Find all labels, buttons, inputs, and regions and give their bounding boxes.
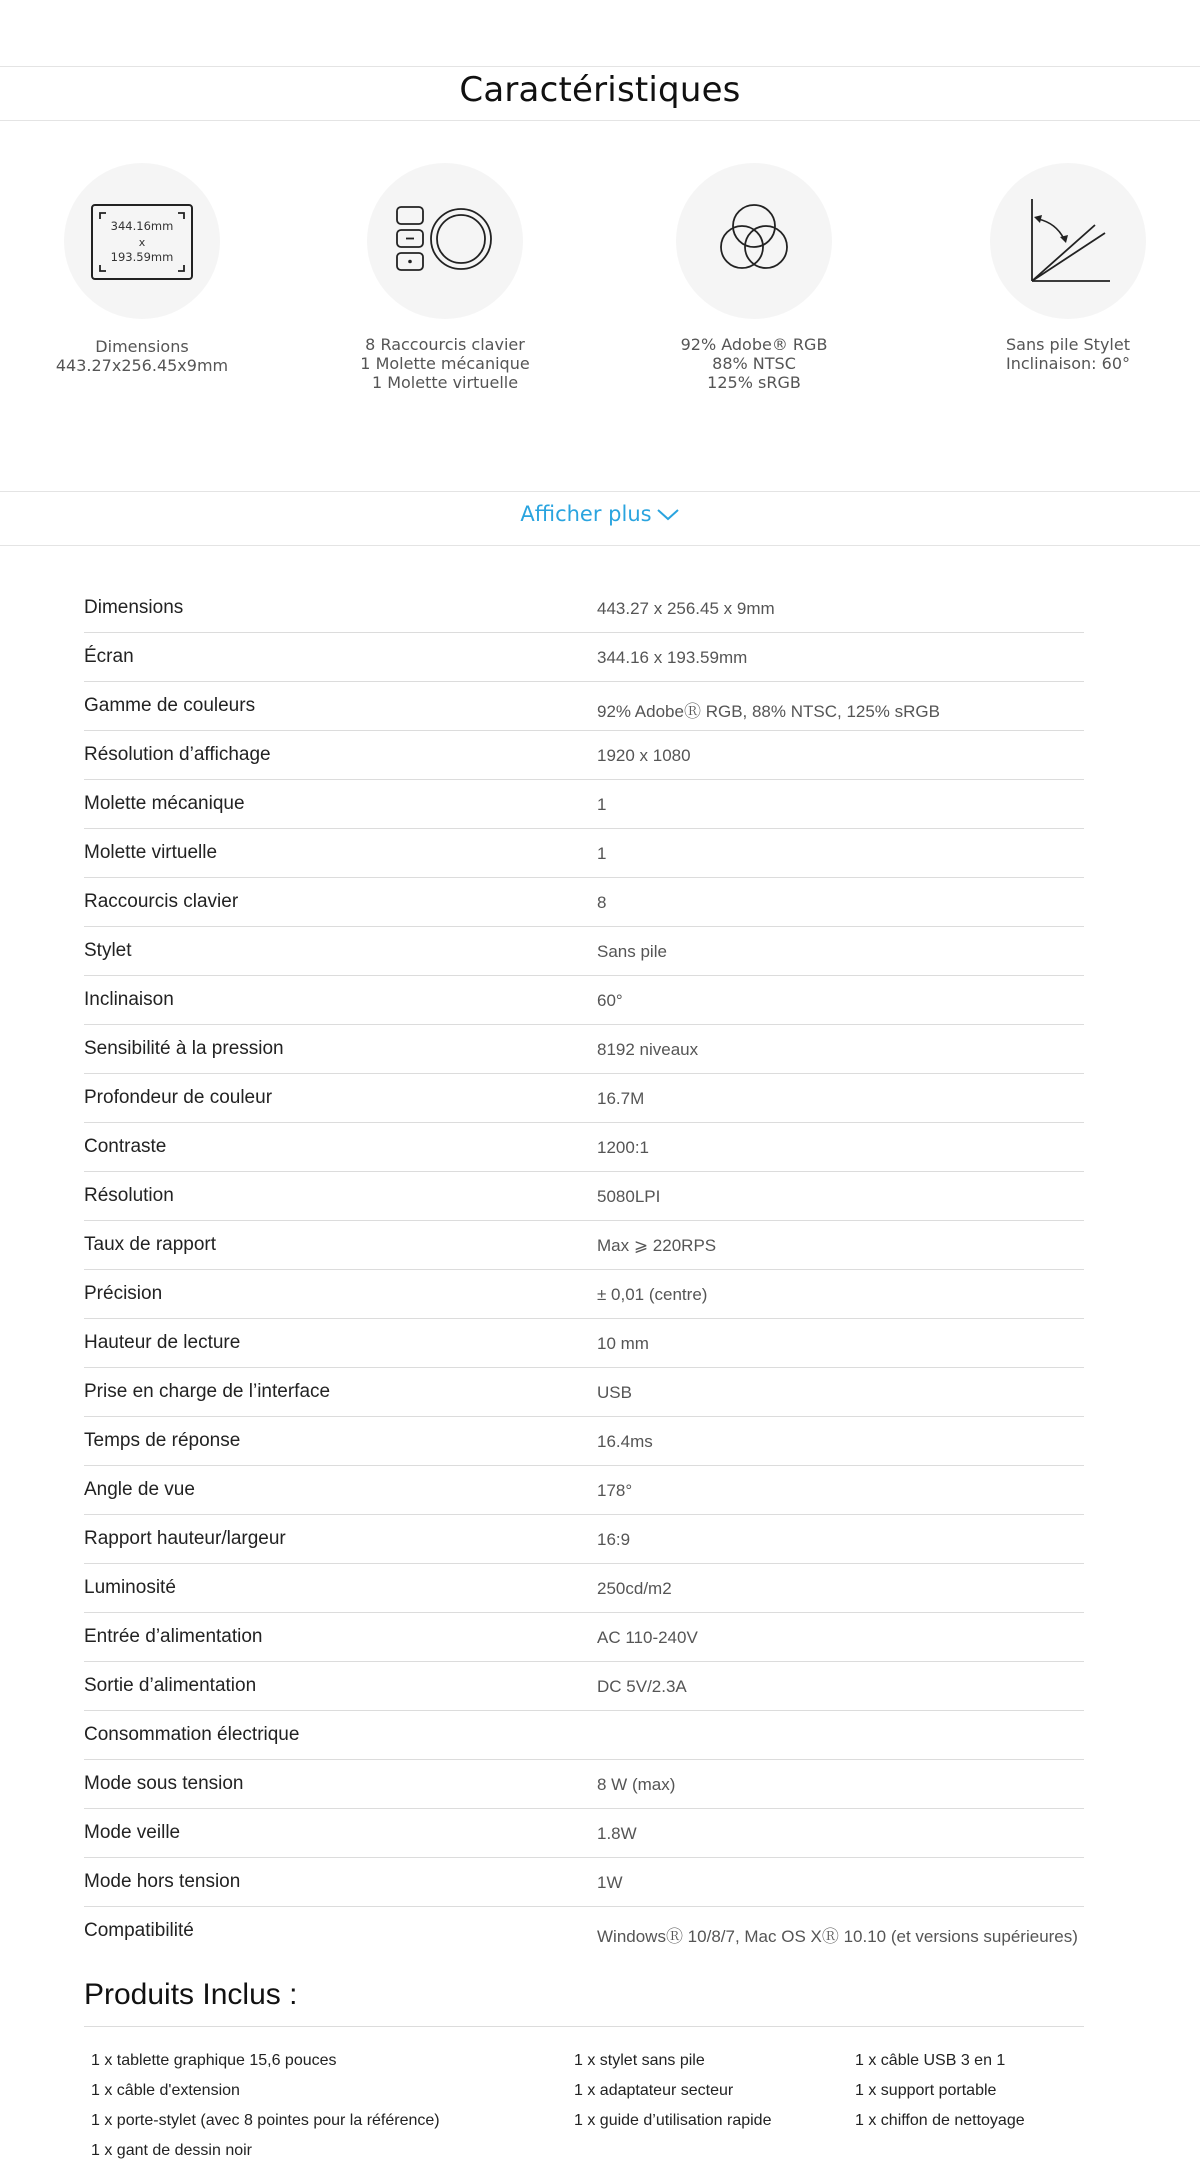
spec-value: 8192 niveaux [597, 1040, 699, 1059]
spec-key: Résolution d’affichage [84, 744, 271, 765]
spec-row [84, 1025, 1084, 1074]
spec-key: Mode veille [84, 1822, 181, 1843]
spec-key: Molette mécanique [84, 793, 245, 814]
spec-value: 60° [597, 991, 623, 1010]
spec-value: 16:9 [597, 1530, 631, 1549]
spec-value: 1 [597, 844, 607, 863]
show-more-label: Afficher plus [520, 502, 652, 526]
top-divider [0, 66, 1200, 67]
caption-line: 1 Molette virtuelle [371, 373, 519, 392]
spec-key: Dimensions [84, 597, 184, 618]
spec-row [84, 976, 1084, 1025]
chevron-down-icon [656, 508, 680, 522]
page-title: Caractéristiques [459, 70, 741, 110]
feature-caption [948, 335, 1188, 373]
pen-tilt-icon [990, 163, 1146, 319]
spec-key: Luminosité [84, 1577, 176, 1598]
included-item: 1 x stylet sans pile [574, 2052, 705, 2069]
spec-value: WindowsⓇ 10/8/7, Mac OS XⓇ 10.10 (et versions supérieures) [597, 1927, 1078, 1946]
spec-key: Compatibilité [84, 1920, 194, 1941]
included-divider [84, 2026, 1084, 2027]
spec-row [84, 682, 1084, 731]
feature-circle [990, 163, 1146, 319]
spec-value: 344.16 x 193.59mm [597, 648, 748, 667]
spec-key: Angle de vue [84, 1479, 195, 1500]
spec-row [84, 1760, 1084, 1809]
included-item: 1 x support portable [855, 2082, 997, 2099]
spec-value: AC 110-240V [597, 1628, 698, 1647]
spec-value: DC 5V/2.3A [597, 1677, 687, 1696]
feature-color-gamut [634, 163, 874, 392]
spec-row [84, 829, 1084, 878]
color-gamut-icon [676, 163, 832, 319]
spec-row [84, 584, 1084, 633]
included-item: 1 x adaptateur secteur [574, 2082, 734, 2099]
feature-shortcuts [325, 163, 565, 392]
included-item: 1 x chiffon de nettoyage [855, 2112, 1025, 2129]
spec-key: Profondeur de couleur [84, 1087, 273, 1108]
included-column-1 [91, 2051, 440, 2171]
spec-key: Sensibilité à la pression [84, 1038, 284, 1059]
included-item: 1 x câble USB 3 en 1 [855, 2052, 1006, 2069]
spec-value: 178° [597, 1481, 633, 1500]
caption-line: Dimensions [95, 337, 189, 356]
spec-row [84, 1515, 1084, 1564]
feature-circle [367, 163, 523, 319]
spec-row [84, 878, 1084, 927]
included-item: 1 x guide d’utilisation rapide [574, 2112, 772, 2129]
spec-row [84, 1564, 1084, 1613]
feature-pen [948, 163, 1188, 373]
spec-key: Consommation électrique [84, 1724, 300, 1745]
spec-value: 16.7M [597, 1089, 645, 1108]
spec-value: 250cd/m2 [597, 1579, 672, 1598]
caption-line: Inclinaison: 60° [1005, 354, 1131, 373]
spec-row [84, 1123, 1084, 1172]
spec-key: Molette virtuelle [84, 842, 218, 863]
spec-row [84, 1662, 1084, 1711]
spec-key: Hauteur de lecture [84, 1332, 241, 1353]
spec-value: 1W [597, 1873, 623, 1892]
spec-row [84, 1907, 1084, 1955]
spec-row [84, 1466, 1084, 1515]
caption-line: Sans pile Stylet [1006, 335, 1130, 354]
spec-value: Max ⩾ 220RPS [597, 1236, 717, 1255]
title-divider [0, 120, 1200, 121]
spec-value: 8 W (max) [597, 1775, 676, 1794]
spec-value: 10 mm [597, 1334, 649, 1353]
spec-row [84, 633, 1084, 682]
show-more-top-divider [0, 491, 1200, 492]
feature-circle [64, 163, 220, 319]
spec-value: 1920 x 1080 [597, 746, 691, 765]
spec-key: Précision [84, 1283, 163, 1304]
spec-value: 1.8W [597, 1824, 637, 1843]
spec-key: Taux de rapport [84, 1234, 217, 1255]
caption-line: 1 Molette mécanique [360, 354, 530, 373]
feature-caption [634, 335, 874, 392]
screen-height-label: 193.59mm [110, 250, 174, 264]
spec-value: Sans pile [597, 942, 667, 961]
spec-row [84, 1074, 1084, 1123]
spec-key: Raccourcis clavier [84, 891, 239, 912]
spec-value: 92% AdobeⓇ RGB, 88% NTSC, 125% sRGB [597, 702, 940, 721]
feature-circle [676, 163, 832, 319]
spec-row [84, 1368, 1084, 1417]
spec-key: Prise en charge de l’interface [84, 1381, 331, 1402]
spec-row [84, 1417, 1084, 1466]
display-size-icon [64, 163, 220, 319]
included-item: 1 x porte-stylet (avec 8 pointes pour la référence) [91, 2112, 440, 2129]
spec-value: 8 [597, 893, 607, 912]
included-item: 1 x câble d'extension [91, 2082, 240, 2099]
feature-dimensions [22, 163, 262, 375]
spec-row [84, 1221, 1084, 1270]
spec-key: Mode sous tension [84, 1773, 244, 1794]
spec-key: Stylet [84, 940, 132, 961]
spec-key: Gamme de couleurs [84, 695, 256, 716]
caption-line: 92% Adobe® RGB [680, 335, 828, 354]
show-more-button[interactable] [0, 502, 1200, 526]
spec-row [84, 780, 1084, 829]
spec-row [84, 1711, 1084, 1760]
spec-key: Résolution [84, 1185, 174, 1206]
spec-key: Temps de réponse [84, 1430, 241, 1451]
spec-row [84, 927, 1084, 976]
spec-row [84, 1319, 1084, 1368]
included-item: 1 x gant de dessin noir [91, 2142, 252, 2159]
spec-row [84, 1809, 1084, 1858]
shortcut-keys-dial-icon [367, 163, 523, 319]
screen-width-label: 344.16mm [110, 219, 174, 233]
feature-caption [22, 337, 262, 375]
caption-line: 8 Raccourcis clavier [365, 335, 525, 354]
feature-caption [325, 335, 565, 392]
spec-value: USB [597, 1383, 632, 1402]
spec-row [84, 731, 1084, 780]
included-item: 1 x tablette graphique 15,6 pouces [91, 2052, 337, 2069]
spec-value: 16.4ms [597, 1432, 653, 1451]
caption-line: 125% sRGB [707, 373, 801, 392]
show-more-bottom-divider [0, 545, 1200, 546]
included-column-2 [574, 2051, 771, 2141]
caption-line: 88% NTSC [712, 354, 796, 373]
spec-row [84, 1613, 1084, 1662]
spec-row [84, 1858, 1084, 1907]
spec-value: 443.27 x 256.45 x 9mm [597, 599, 775, 618]
spec-value: 5080LPI [597, 1187, 661, 1206]
spec-key: Contraste [84, 1136, 167, 1157]
spec-key: Inclinaison [84, 989, 174, 1010]
spec-value: ± 0,01 (centre) [597, 1285, 708, 1304]
caption-line: 443.27x256.45x9mm [55, 356, 229, 375]
spec-key: Mode hors tension [84, 1871, 241, 1892]
spec-row [84, 1270, 1084, 1319]
spec-key: Écran [84, 646, 134, 667]
spec-value: 1 [597, 795, 607, 814]
included-column-3 [855, 2051, 1025, 2141]
included-title: Produits Inclus : [84, 1978, 298, 2011]
spec-key: Rapport hauteur/largeur [84, 1528, 286, 1549]
spec-key: Entrée d’alimentation [84, 1626, 263, 1647]
specs-table [84, 584, 1084, 1955]
spec-value: 1200:1 [597, 1138, 649, 1157]
spec-row [84, 1172, 1084, 1221]
screen-x-label: x [138, 236, 146, 249]
spec-key: Sortie d’alimentation [84, 1675, 257, 1696]
